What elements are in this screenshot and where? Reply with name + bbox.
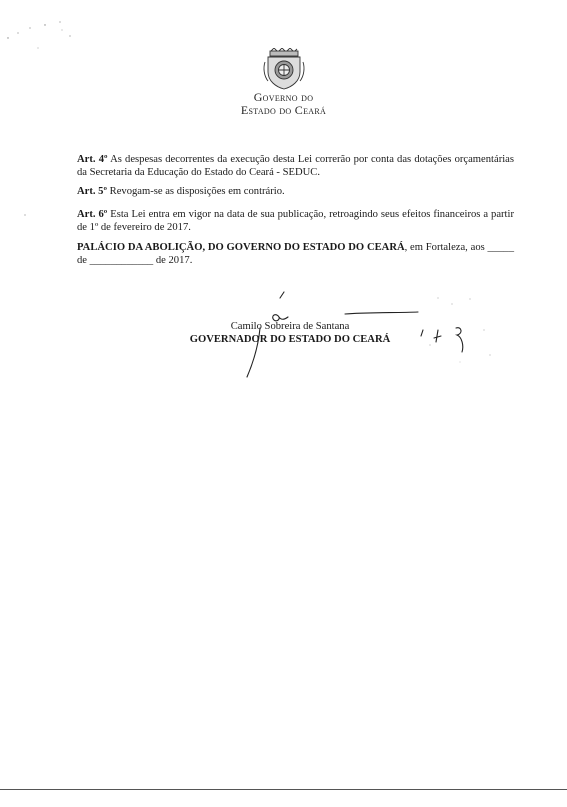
palace-name: PALÁCIO DA ABOLIÇÃO, DO GOVERNO DO ESTADO DO CEARÁ xyxy=(77,242,405,253)
government-title: Governo do xyxy=(253,90,314,104)
letterhead xyxy=(0,48,567,117)
state-coat-of-arms-icon xyxy=(262,48,306,90)
article-6-label: Art. 6º xyxy=(77,209,108,220)
article-4-text: As despesas decorrentes da execução desta Lei correrão por conta das dotações orçamentárias da Secretaria da Educação do Estado do Ceará - SEDUC. xyxy=(77,154,514,178)
article-6-text: Esta Lei entra em vigor na data de sua publicação, retroagindo seus efeitos financeiros a partir de 1º de fevereiro de 2017. xyxy=(77,209,514,233)
page-bottom-rule xyxy=(0,789,567,790)
signatory-title: GOVERNADOR DO ESTADO DO CEARÁ xyxy=(189,334,391,345)
article-5-label: Art. 5º xyxy=(77,186,107,197)
signatory-name: Camilo Sobreira de Santana xyxy=(230,321,350,332)
article-6 xyxy=(77,209,514,234)
article-4 xyxy=(77,154,514,179)
article-4-label: Art. 4º xyxy=(77,154,108,165)
closing-paragraph xyxy=(77,242,514,267)
article-5-text: Revogam-se as disposições em contrário. xyxy=(106,186,285,197)
state-title: Estado do Ceará xyxy=(240,103,327,117)
handwritten-signature xyxy=(200,290,520,390)
place-and-date: , em Fortaleza, aos _____ de ____________ de 2017. xyxy=(77,242,514,266)
article-5 xyxy=(77,186,514,199)
